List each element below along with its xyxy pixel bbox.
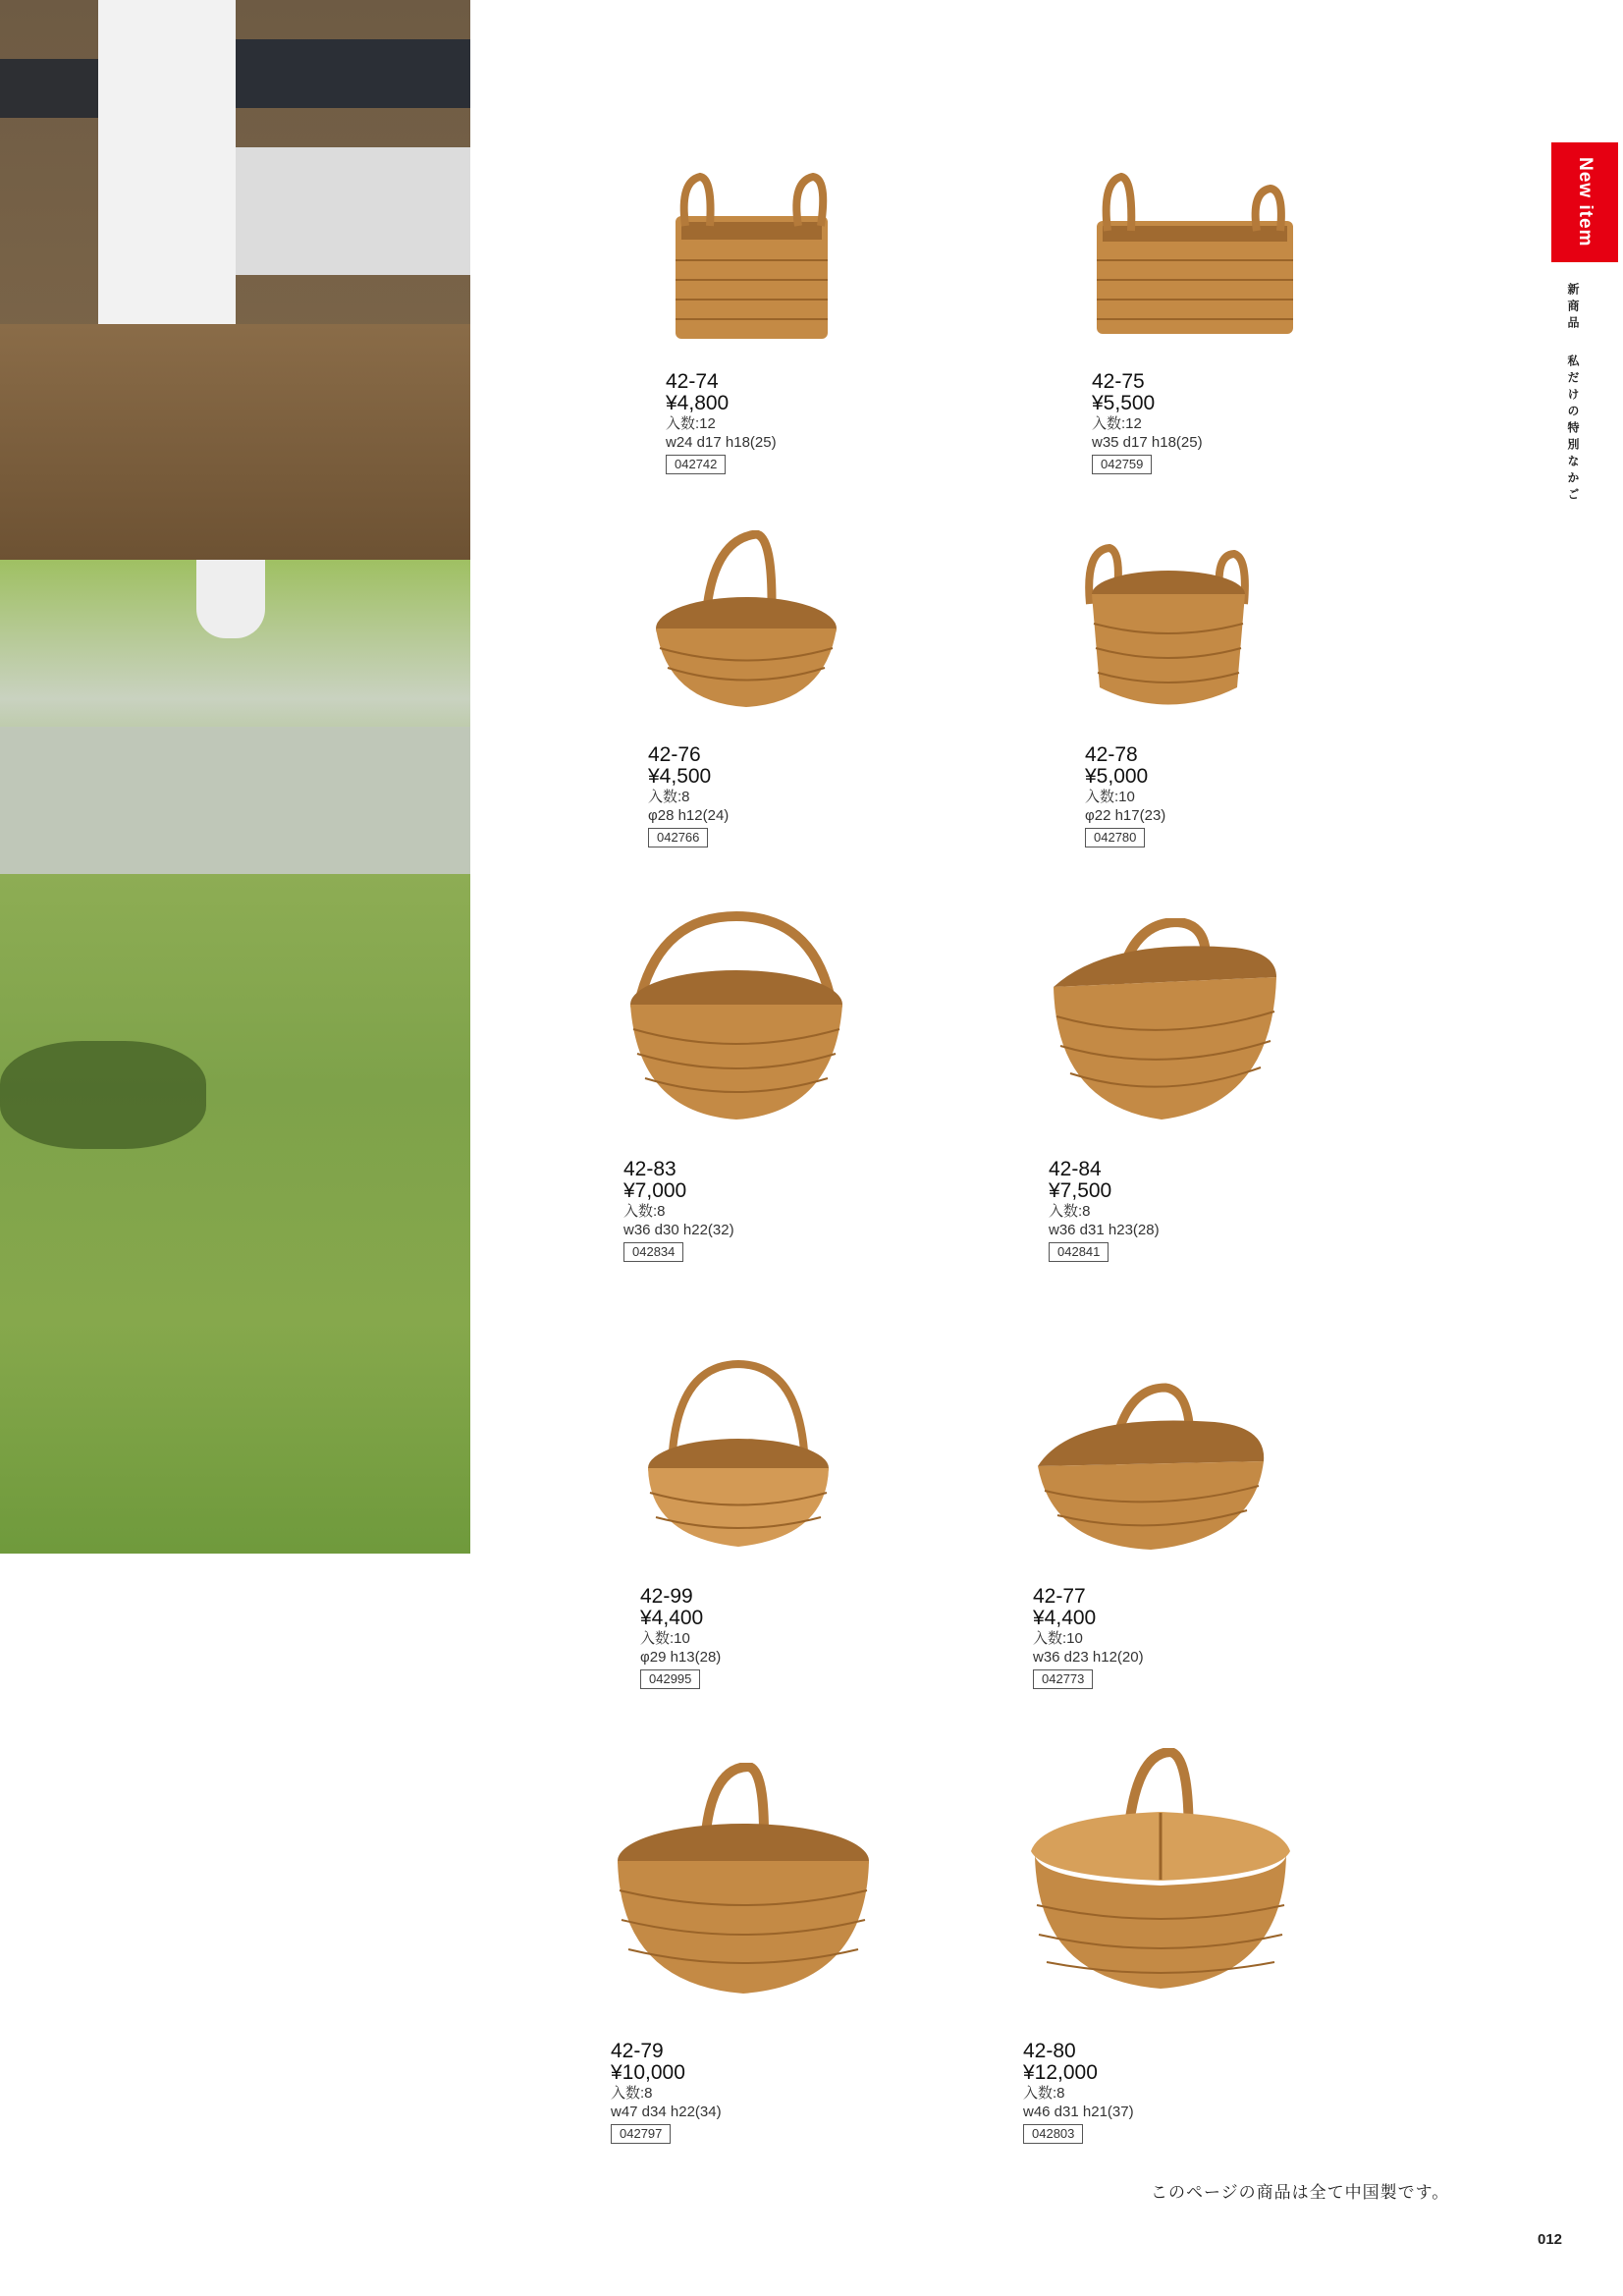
product-item-number: 042773 <box>1033 1669 1093 1689</box>
product-item-number: 042841 <box>1049 1242 1109 1262</box>
page-number: 012 <box>1538 2231 1563 2248</box>
product-qty: 入数:10 <box>640 1630 690 1647</box>
product-code: 42-76 <box>648 743 701 766</box>
basket-image <box>1033 1383 1269 1559</box>
side-caption-part2: 私だけの特別なかご <box>1566 355 1580 505</box>
product-price: ¥10,000 <box>611 2061 685 2084</box>
product-qty: 入数:10 <box>1085 789 1135 805</box>
product-dims: w36 d23 h12(20) <box>1033 1649 1144 1666</box>
product-qty: 入数:8 <box>1023 2085 1065 2102</box>
product-qty: 入数:12 <box>666 415 716 432</box>
product-dims: w47 d34 h22(34) <box>611 2104 722 2120</box>
product-code: 42-79 <box>611 2040 664 2062</box>
product-item-number: 042742 <box>666 455 726 474</box>
product-42-75 <box>1092 167 1386 481</box>
basket-image <box>611 1763 876 2008</box>
product-price: ¥4,400 <box>640 1607 704 1629</box>
basket-image <box>1023 1748 1298 2003</box>
wood-deck <box>0 324 470 560</box>
bench-frame <box>0 59 98 118</box>
basket-image <box>666 167 842 354</box>
product-item-number: 042834 <box>623 1242 683 1262</box>
basket-image <box>1092 167 1298 354</box>
side-caption-part1: 新商品 <box>1566 283 1580 333</box>
product-42-74 <box>666 167 960 481</box>
garden-photo <box>0 0 470 1554</box>
product-item-number: 042780 <box>1085 828 1145 847</box>
product-code: 42-77 <box>1033 1585 1086 1608</box>
white-railing <box>236 147 470 275</box>
product-42-80 <box>1023 1748 1318 2160</box>
product-dims: φ28 h12(24) <box>648 807 730 824</box>
basket-image <box>1049 918 1279 1124</box>
product-qty: 入数:8 <box>648 789 690 805</box>
grass-shadow <box>0 1041 206 1149</box>
product-item-number: 042766 <box>648 828 708 847</box>
product-42-78 <box>1085 540 1380 854</box>
new-item-label: New item <box>1575 157 1596 247</box>
product-42-99 <box>640 1360 935 1704</box>
side-caption <box>1565 283 1582 505</box>
product-price: ¥4,400 <box>1033 1607 1097 1629</box>
product-price: ¥4,500 <box>648 765 712 788</box>
product-price: ¥5,500 <box>1092 392 1156 414</box>
stone-path <box>0 727 470 874</box>
basket-image <box>1085 540 1252 717</box>
product-code: 42-83 <box>623 1158 676 1180</box>
product-dims: w24 d17 h18(25) <box>666 434 777 451</box>
product-42-77 <box>1033 1383 1327 1707</box>
product-qty: 入数:12 <box>1092 415 1142 432</box>
product-item-number: 042797 <box>611 2124 671 2144</box>
product-dims: φ29 h13(28) <box>640 1649 722 1666</box>
product-code: 42-99 <box>640 1585 693 1608</box>
product-code: 42-75 <box>1092 370 1145 393</box>
white-post <box>98 0 236 344</box>
product-42-79 <box>611 1763 905 2156</box>
product-dims: w35 d17 h18(25) <box>1092 434 1203 451</box>
product-item-number: 042803 <box>1023 2124 1083 2144</box>
basket-image <box>640 1360 837 1557</box>
product-price: ¥7,000 <box>623 1179 687 1202</box>
product-code: 42-84 <box>1049 1158 1102 1180</box>
basket-image <box>623 911 849 1127</box>
new-item-tab <box>1551 142 1618 262</box>
product-qty: 入数:10 <box>1033 1630 1083 1647</box>
product-item-number: 042995 <box>640 1669 700 1689</box>
product-price: ¥5,000 <box>1085 765 1149 788</box>
product-42-76 <box>648 530 943 854</box>
product-qty: 入数:8 <box>611 2085 653 2102</box>
product-dims: w36 d30 h22(32) <box>623 1222 734 1238</box>
origin-note: このページの商品は全て中国製です。 <box>1151 2183 1450 2203</box>
product-42-84 <box>1049 918 1343 1272</box>
product-code: 42-74 <box>666 370 719 393</box>
product-code: 42-80 <box>1023 2040 1076 2062</box>
product-price: ¥4,800 <box>666 392 730 414</box>
bench-seat <box>236 39 470 108</box>
basket-image <box>648 530 844 717</box>
product-price: ¥12,000 <box>1023 2061 1098 2084</box>
product-item-number: 042759 <box>1092 455 1152 474</box>
product-code: 42-78 <box>1085 743 1138 766</box>
product-qty: 入数:8 <box>1049 1203 1091 1220</box>
product-dims: w36 d31 h23(28) <box>1049 1222 1160 1238</box>
product-dims: φ22 h17(23) <box>1085 807 1166 824</box>
product-qty: 入数:8 <box>623 1203 666 1220</box>
product-price: ¥7,500 <box>1049 1179 1112 1202</box>
product-42-83 <box>623 911 918 1275</box>
product-dims: w46 d31 h21(37) <box>1023 2104 1134 2120</box>
